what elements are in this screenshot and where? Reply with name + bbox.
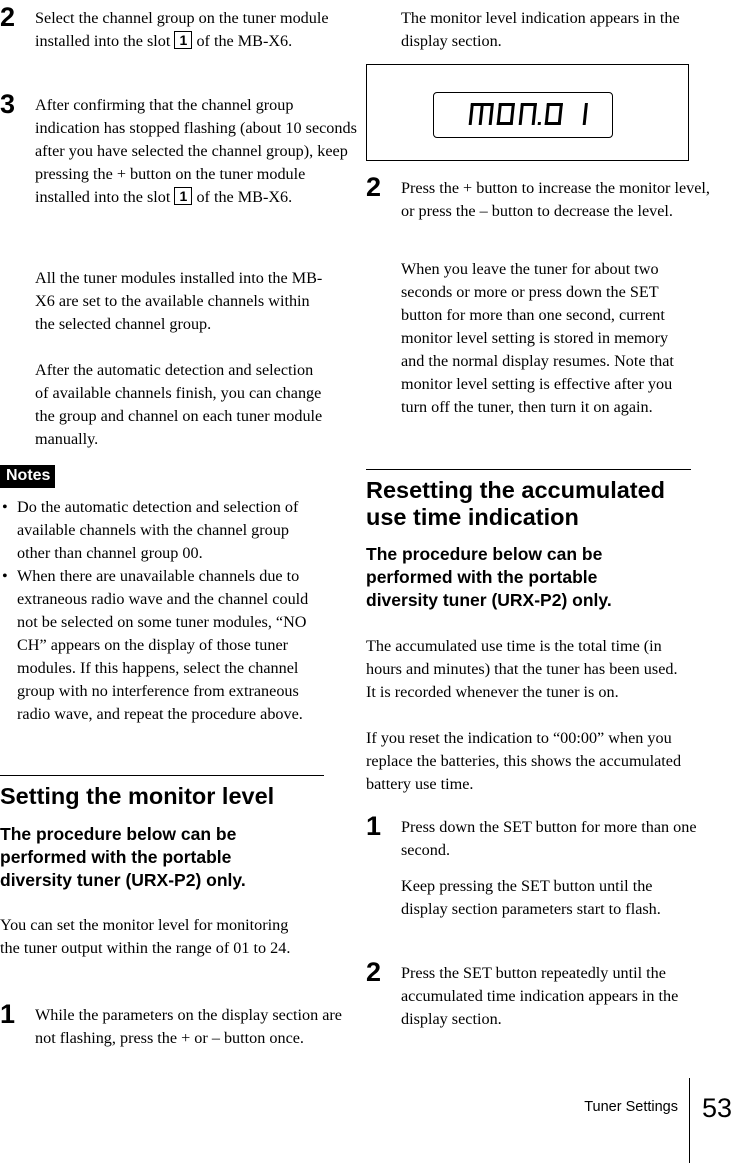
step-number: 2 xyxy=(366,957,382,987)
slot-number-badge: 1 xyxy=(174,187,192,205)
step-1-press-set xyxy=(366,811,726,862)
footer-divider xyxy=(689,1078,690,1163)
slot-number-badge: 1 xyxy=(174,31,192,49)
intro-paragraph: You can set the monitor level for monitoring the tuner output within the range of 01 to 24. xyxy=(0,916,291,957)
notes-label: Notes xyxy=(0,465,55,488)
step-text: Press down the SET button for more than one second. xyxy=(401,818,697,859)
step-2-paragraph: When you leave the tuner for about two seconds or more or press down the SET button for more than one second, current monitor level setting is stored in memory and the normal display resumes. Note that monitor level setting is effective after you turn off the tuner, then turn it on again. xyxy=(401,260,674,416)
bullet-glyph: • xyxy=(2,567,8,585)
step-3-paragraph-1: All the tuner modules installed into the MB-X6 are set to the available channels within the selected channel group. xyxy=(35,269,323,333)
step-number: 1 xyxy=(366,811,382,841)
continuation-text: The monitor level indication appears in the display section. xyxy=(401,9,680,50)
footer-section-label: Tuner Settings xyxy=(584,1099,678,1115)
note-item: • When there are unavailable channels due to extraneous radio wave and the channel could not be selected on some tuner modules, “NO CH” appears on the display of those tuner modules. If this happens, select the channel group with no interference from extraneous radio wave, and repeat the procedure above. xyxy=(2,567,309,723)
notes-list xyxy=(0,496,324,726)
page-number: 53 xyxy=(702,1093,733,1123)
step-1-paragraph: Keep pressing the SET button until the display section parameters start to flash. xyxy=(401,877,661,918)
step-1-press-button xyxy=(0,999,359,1050)
lcd-digits-graphic xyxy=(434,93,614,139)
step-number: 2 xyxy=(366,172,382,202)
section-subtitle: The procedure below can be performed with the portable diversity tuner (URX-P2) only. xyxy=(0,824,246,890)
step-text: Select the channel group on the tuner module installed into the slot xyxy=(35,9,329,50)
step-text: Press the SET button repeatedly until the accumulated time indication appears in the display section. xyxy=(401,964,679,1028)
step-2-select-group xyxy=(0,2,359,53)
step-number: 1 xyxy=(0,999,16,1029)
lcd-display xyxy=(433,92,613,138)
bullet-glyph: • xyxy=(2,498,8,516)
display-illustration xyxy=(366,64,689,161)
section-divider xyxy=(0,775,324,776)
intro-paragraph-1: The accumulated use time is the total time (in hours and minutes) that the tuner has been used. It is recorded whenever the tuner is on. xyxy=(366,637,678,701)
step-text-end: of the MB-X6. xyxy=(196,32,293,50)
step-3-paragraph-2: After the automatic detection and selection of available channels finish, you can change the group and channel on each tuner module manually. xyxy=(35,361,323,448)
step-2-adjust-level xyxy=(366,172,726,223)
section-subtitle: The procedure below can be performed with the portable diversity tuner (URX-P2) only. xyxy=(366,544,612,610)
step-text: While the parameters on the display section are not flashing, press the + or – button once. xyxy=(35,1006,342,1047)
step-2-press-repeatedly xyxy=(366,957,726,1031)
section-divider xyxy=(366,469,691,470)
step-text: Press the + button to increase the monitor level, or press the – button to decrease the level. xyxy=(401,179,710,220)
step-3-keep-pressing xyxy=(0,89,359,209)
step-number: 3 xyxy=(0,89,16,119)
step-text: After confirming that the channel group indication has stopped flashing (about 10 seconds after you have selected the channel group), keep pressing the + button on the tuner module installed into the slot xyxy=(35,96,357,206)
section-title-reset-time: Resetting the accumulated use time indication xyxy=(366,477,666,530)
note-item: • Do the automatic detection and selection of available channels with the channel group other than channel group 00. xyxy=(2,498,299,562)
step-text-end: of the MB-X6. xyxy=(196,188,293,206)
section-title-monitor-level: Setting the monitor level xyxy=(0,783,275,809)
intro-paragraph-2: If you reset the indication to “00:00” when you replace the batteries, this shows the accumulated battery use time. xyxy=(366,729,682,793)
step-number: 2 xyxy=(0,2,16,32)
